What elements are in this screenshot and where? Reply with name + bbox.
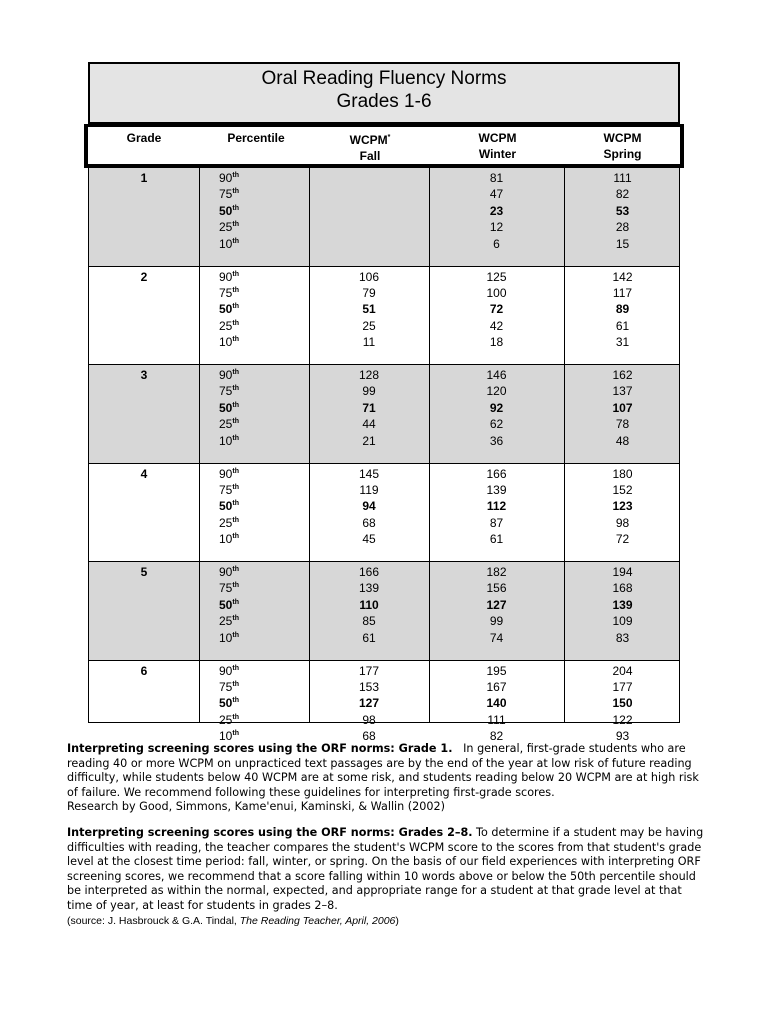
winter-value: 125 xyxy=(486,269,507,284)
winter-value: 74 xyxy=(489,630,504,645)
fall-value xyxy=(309,203,429,219)
spring-value: 78 xyxy=(615,417,630,432)
percentile-label: 75th xyxy=(219,384,239,399)
fall-column xyxy=(309,564,429,646)
spring-value: 31 xyxy=(615,335,630,350)
winter-value: 62 xyxy=(489,417,504,432)
fall-value: 71 xyxy=(362,400,376,415)
table-row xyxy=(89,661,679,744)
table-row xyxy=(89,562,679,661)
winter-value: 127 xyxy=(486,597,507,612)
table-row xyxy=(89,168,679,267)
fall-value: 94 xyxy=(362,499,376,514)
grade-label: 4 xyxy=(140,466,148,481)
grade-label: 3 xyxy=(140,368,148,382)
winter-value: 166 xyxy=(486,466,507,481)
fall-value: 127 xyxy=(358,696,380,711)
percentile-label: 25th xyxy=(219,712,239,727)
header-winter xyxy=(430,130,565,162)
spring-value: 61 xyxy=(615,318,630,333)
fall-column xyxy=(309,367,429,449)
header-fall-bottom: Fall xyxy=(359,149,381,163)
spring-value: 109 xyxy=(612,614,633,629)
percentile-label: 50th xyxy=(219,597,239,612)
spring-value: 72 xyxy=(615,532,630,547)
fall-value: 79 xyxy=(362,285,376,300)
grade-label: 1 xyxy=(140,171,148,185)
percentile-label: 10th xyxy=(219,236,239,251)
winter-value: 18 xyxy=(489,335,504,350)
fall-value: 44 xyxy=(362,417,376,432)
header-fall-mark: * xyxy=(387,134,391,141)
table-title: Oral Reading Fluency Norms xyxy=(261,68,507,89)
spring-column xyxy=(564,663,681,745)
spring-value: 194 xyxy=(612,565,633,579)
percentile-label: 25th xyxy=(219,515,239,530)
spring-value: 177 xyxy=(612,679,633,694)
spring-value: 117 xyxy=(612,285,633,300)
percentile-label: 75th xyxy=(219,482,239,497)
fall-value: 139 xyxy=(358,581,380,596)
fall-value: 99 xyxy=(362,384,376,399)
percentile-label: 10th xyxy=(219,532,239,547)
percentile-label: 25th xyxy=(219,614,239,629)
header-spring xyxy=(565,130,680,162)
grade-label: 2 xyxy=(140,269,148,284)
fall-column xyxy=(309,269,429,351)
spring-value: 111 xyxy=(613,171,632,185)
percentile-column xyxy=(219,367,279,449)
fall-value: 166 xyxy=(358,565,380,579)
winter-value: 6 xyxy=(493,236,500,251)
percentile-label: 10th xyxy=(219,433,239,448)
spring-value: 93 xyxy=(615,729,630,744)
fall-value: 68 xyxy=(362,729,376,744)
note-grades2-8-heading: Interpreting screening scores using the ORF norms: Grades 2–8. xyxy=(67,825,473,839)
fall-value: 61 xyxy=(362,630,376,645)
percentile-label: 25th xyxy=(219,220,239,235)
spring-value: 53 xyxy=(615,203,630,218)
percentile-column xyxy=(219,663,279,745)
percentile-label: 90th xyxy=(219,663,239,678)
fall-column xyxy=(309,170,429,252)
spring-value: 107 xyxy=(612,400,633,415)
note-grade1-body: In general, first-grade students who are reading 40 or more WCPM on unpracticed text passages are by the end of the year at low risk of future reading difficulty, while students below 40 WCPM are at some risk, and students reading below 20 WCPM are at high risk of failure. We recommend following these guidelines for interpreting first-grade scores. xyxy=(67,742,699,799)
table-row xyxy=(89,464,679,563)
spring-value: 162 xyxy=(612,368,633,382)
spring-value: 83 xyxy=(615,630,630,645)
percentile-label: 10th xyxy=(219,630,239,645)
header-grade: Grade xyxy=(126,131,162,145)
winter-column xyxy=(429,466,564,548)
table-row xyxy=(89,365,679,464)
winter-value: 146 xyxy=(486,368,507,382)
header-winter-top: WCPM xyxy=(478,131,517,145)
percentile-label: 90th xyxy=(219,466,239,481)
fall-value: 85 xyxy=(362,614,376,629)
percentile-label: 25th xyxy=(219,318,239,333)
winter-value: 182 xyxy=(486,565,507,579)
winter-value: 82 xyxy=(489,729,504,744)
fall-value: 11 xyxy=(362,335,376,350)
spring-column xyxy=(564,367,681,449)
fall-value: 128 xyxy=(358,368,380,382)
header-winter-bottom: Winter xyxy=(478,147,517,161)
spring-value: 204 xyxy=(612,663,633,678)
spring-column xyxy=(564,466,681,548)
fall-value: 68 xyxy=(362,515,376,530)
percentile-label: 50th xyxy=(219,400,239,415)
header-fall-top: WCPM xyxy=(349,133,388,147)
spring-value: 137 xyxy=(612,384,633,399)
spring-value: 152 xyxy=(612,482,633,497)
source-suffix: ) xyxy=(395,914,399,927)
spring-value: 139 xyxy=(612,597,633,612)
winter-value: 47 xyxy=(489,187,504,202)
winter-value: 100 xyxy=(486,285,507,300)
percentile-label: 50th xyxy=(219,499,239,514)
spring-value: 123 xyxy=(612,499,633,514)
note-research: Research by Good, Simmons, Kame'enui, Kaminski, & Wallin (2002) xyxy=(67,800,446,814)
percentile-column xyxy=(219,170,279,252)
winter-value: 81 xyxy=(489,171,504,185)
spring-column xyxy=(564,170,681,252)
spring-value: 89 xyxy=(615,302,630,317)
winter-value: 120 xyxy=(486,384,507,399)
note-grades2-8 xyxy=(67,826,707,914)
percentile-label: 90th xyxy=(219,171,239,185)
table-header xyxy=(84,124,684,168)
header-percentile: Percentile xyxy=(227,131,285,145)
winter-column xyxy=(429,367,564,449)
table-title-box xyxy=(88,62,680,124)
spring-value: 142 xyxy=(612,269,633,284)
fall-value: 145 xyxy=(358,466,380,481)
winter-column xyxy=(429,269,564,351)
fall-column xyxy=(309,663,429,745)
spring-column xyxy=(564,269,681,351)
norms-table xyxy=(88,168,680,744)
spring-value: 15 xyxy=(615,236,630,251)
header-spring-top: WCPM xyxy=(603,131,642,145)
header-spring-bottom: Spring xyxy=(603,147,642,161)
fall-value: 153 xyxy=(358,679,380,694)
winter-value: 61 xyxy=(489,532,504,547)
spring-value: 98 xyxy=(615,515,630,530)
interpretation-notes xyxy=(67,742,707,928)
fall-value: 25 xyxy=(362,318,376,333)
fall-value xyxy=(309,170,429,186)
fall-value xyxy=(309,236,429,252)
spring-value: 48 xyxy=(615,433,630,448)
percentile-label: 25th xyxy=(219,417,239,432)
percentile-column xyxy=(219,466,279,548)
winter-value: 112 xyxy=(486,499,507,514)
percentile-label: 75th xyxy=(219,581,239,596)
spring-value: 150 xyxy=(612,696,633,711)
fall-value xyxy=(309,219,429,235)
note-grade1 xyxy=(67,742,707,800)
winter-value: 195 xyxy=(486,663,507,678)
winter-value: 12 xyxy=(489,220,504,235)
percentile-label: 50th xyxy=(219,302,239,317)
grade-label: 5 xyxy=(140,565,148,579)
percentile-label: 10th xyxy=(219,335,239,350)
percentile-label: 75th xyxy=(219,187,239,202)
table-subtitle: Grades 1-6 xyxy=(336,91,432,112)
source-title: The Reading Teacher, April, 2006 xyxy=(239,914,396,927)
fall-value: 45 xyxy=(362,532,376,547)
winter-column xyxy=(429,170,564,252)
percentile-label: 90th xyxy=(219,269,239,284)
percentile-label: 50th xyxy=(219,696,239,711)
percentile-column xyxy=(219,269,279,351)
winter-column xyxy=(429,564,564,646)
spring-value: 82 xyxy=(615,187,630,202)
spring-value: 122 xyxy=(612,712,633,727)
fall-value: 119 xyxy=(359,482,379,497)
fall-value: 98 xyxy=(362,712,376,727)
winter-value: 140 xyxy=(486,696,507,711)
header-fall xyxy=(310,130,430,164)
winter-value: 92 xyxy=(489,400,504,415)
winter-value: 72 xyxy=(489,302,504,317)
fall-value: 106 xyxy=(358,269,380,284)
winter-value: 111 xyxy=(487,712,506,727)
fall-value: 110 xyxy=(359,597,379,612)
winter-value: 156 xyxy=(486,581,507,596)
winter-value: 42 xyxy=(489,318,504,333)
percentile-label: 90th xyxy=(219,565,239,579)
percentile-label: 75th xyxy=(219,679,239,694)
fall-value: 177 xyxy=(358,663,380,678)
spring-column xyxy=(564,564,681,646)
percentile-label: 10th xyxy=(219,729,239,744)
grade-label: 6 xyxy=(140,663,148,678)
winter-value: 23 xyxy=(489,203,504,218)
note-source xyxy=(67,914,707,929)
fall-value: 21 xyxy=(362,433,376,448)
spring-value: 180 xyxy=(612,466,633,481)
fall-value xyxy=(309,186,429,202)
percentile-label: 90th xyxy=(219,368,239,382)
note-grades2-8-body: To determine if a student may be having difficulties with reading, the teacher compares the student's WCPM score to the scores from that student's grade level at the closest time period: fall, winter, or spring. On the basis of our field experiences with interpreting ORF screening scores, we recommend that a score falling within 10 words above or below the 50th percentile should be interpreted as within the normal, expected, and appropriate range for a student at that grade level at that time of year, at least for students in grades 2–8. xyxy=(67,825,704,912)
percentile-label: 75th xyxy=(219,285,239,300)
winter-value: 167 xyxy=(486,679,507,694)
winter-value: 36 xyxy=(489,433,504,448)
percentile-column xyxy=(219,564,279,646)
fall-value: 51 xyxy=(362,302,376,317)
spring-value: 28 xyxy=(615,220,630,235)
percentile-label: 50th xyxy=(219,203,239,218)
note-grade1-heading: Interpreting screening scores using the ORF norms: Grade 1. xyxy=(67,742,453,755)
fall-column xyxy=(309,466,429,548)
winter-value: 139 xyxy=(486,482,507,497)
spring-value: 168 xyxy=(612,581,633,596)
winter-column xyxy=(429,663,564,745)
winter-value: 99 xyxy=(489,614,504,629)
winter-value: 87 xyxy=(489,515,504,530)
table-row xyxy=(89,267,679,366)
source-prefix: (source: J. Hasbrouck & G.A. Tindal, xyxy=(67,914,240,927)
